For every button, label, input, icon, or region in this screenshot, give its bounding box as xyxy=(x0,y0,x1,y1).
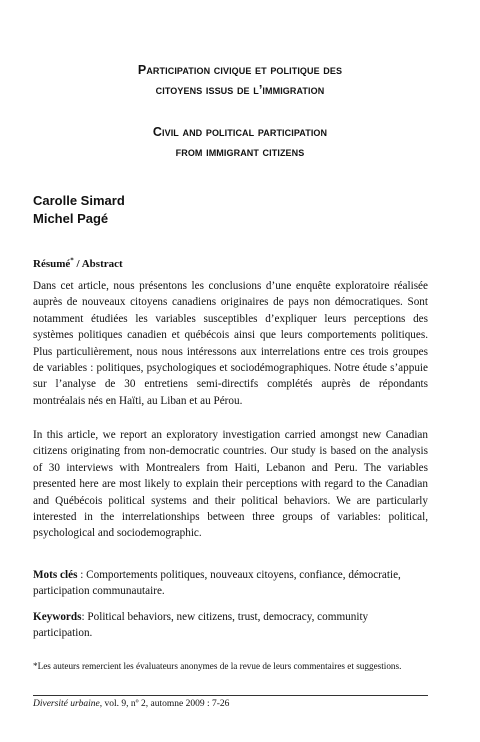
title-english xyxy=(60,122,420,162)
citation-details: , vol. 9, nº 2, automne 2009 : 7-26 xyxy=(99,699,230,709)
footnote-marker: * xyxy=(70,256,74,265)
keywords-english-label: Keywords xyxy=(33,611,82,623)
keywords-french xyxy=(33,567,428,600)
keywords-french-text: : Comportements politiques, nouveaux citoyens, confiance, démocratie, participation communautaire. xyxy=(33,569,401,598)
title-french-line-2: citoyens issus de l’immigration xyxy=(155,83,325,97)
footer-divider xyxy=(33,695,428,696)
journal-citation xyxy=(33,698,229,710)
abstract-french: Dans cet article, nous présentons les conclusions d’une enquête exploratoire réalisée auprès de nouveaux citoyens canadiens originaires de pays non démocratiques. Sont notamment étudiées les variables susceptibles d’expliquer leurs perceptions des systèmes politiques canadien et québécois ainsi que leurs comportements politiques. Plus particulièrement, nous nous intéressons aux interrelations entre ces trois groupes de variables : politiques, psychologiques et sociodémographiques. Notre étude s’appuie sur l’analyse de 30 entretiens semi-directifs complétés auprès de répondants montréalais nés en Haïti, au Liban et au Pérou. xyxy=(33,280,428,407)
acknowledgement-footnote: *Les auteurs remercient les évaluateurs anonymes de la revue de leurs commentaires et suggestions. xyxy=(33,661,402,671)
title-english-line-2: from immigrant citizens xyxy=(175,145,305,159)
title-french-line-1: Participation civique et politique des xyxy=(137,63,343,77)
abstract-english: In this article, we report an exploratory investigation carried amongst new Canadian citizens originating from non-democratic countries. Our study is based on the analysis of 30 interviews with Montrealers from Haiti, Lebanon and Peru. The variables presented here are most likely to explain their perceptions with regard to the Canadian and Québécois political systems and their political behaviors. We are particularly interested in the interrelationships between three groups of variables: political, psychological and sociodemographic. xyxy=(33,429,428,540)
keywords-french-label: Mots clés xyxy=(33,569,78,581)
abstract-heading xyxy=(33,257,123,271)
title-french xyxy=(60,60,420,100)
keywords-english xyxy=(33,609,428,642)
abstract-heading-abstract: / Abstract xyxy=(73,258,123,270)
keywords-english-text: : Political behaviors, new citizens, trust, democracy, community participation. xyxy=(33,611,369,640)
abstract-heading-resume: Résumé xyxy=(33,258,71,270)
author-list xyxy=(33,192,125,228)
author-name: Carolle Simard xyxy=(33,193,125,208)
journal-name: Diversité urbaine xyxy=(33,699,100,709)
author-name: Michel Pagé xyxy=(33,211,109,226)
title-english-line-1: Civil and political participation xyxy=(152,125,328,139)
